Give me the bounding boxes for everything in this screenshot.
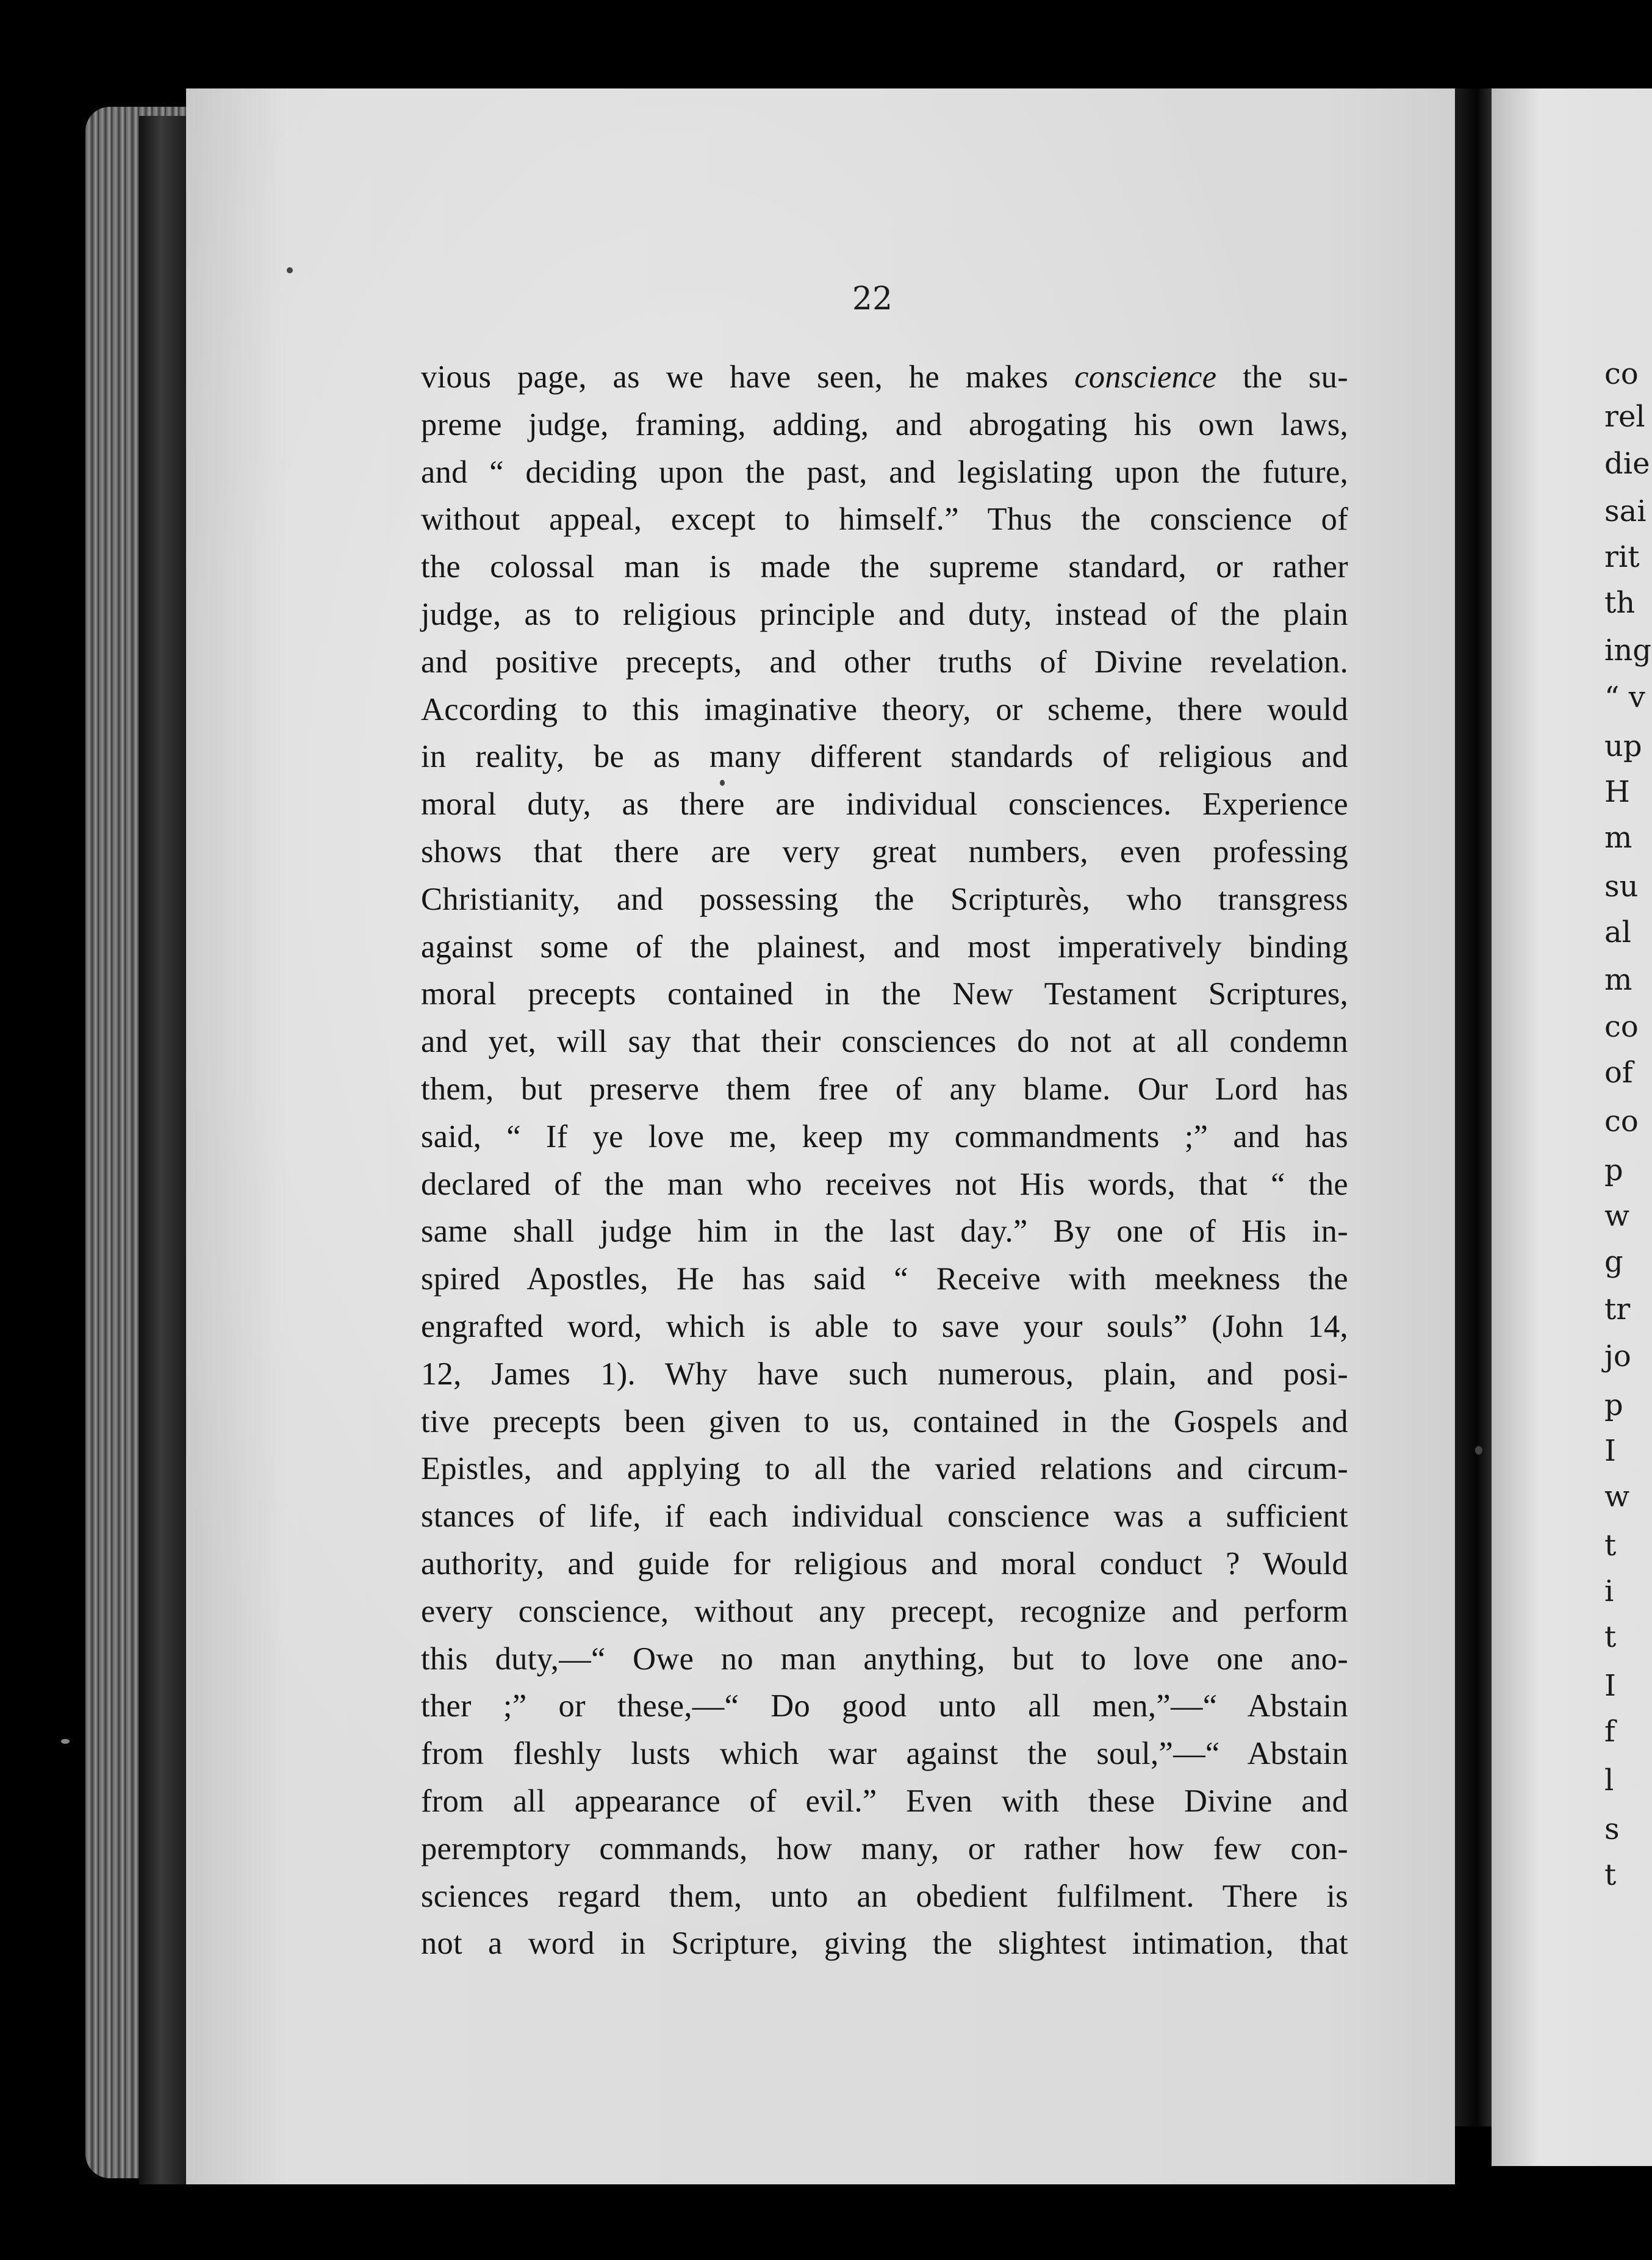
facing-page-fragment: I: [1604, 1669, 1616, 1703]
facing-page: [1492, 88, 1652, 2166]
facing-page-fragment: m: [1604, 821, 1632, 855]
page-body-text: [421, 354, 1348, 1968]
text-line: and positive precepts, and other truths of Divine revelation.: [421, 644, 1348, 680]
text-line: 12, James 1). Why have such numerous, plain, and posi-: [421, 1356, 1348, 1392]
facing-page-fragment: m: [1604, 963, 1632, 997]
text-line: the colossal man is made the supreme standard, or rather: [421, 549, 1348, 585]
book-gutter: [1455, 88, 1492, 2126]
text-line: and “ deciding upon the past, and legislating upon the future,: [421, 454, 1348, 490]
text-line: moral duty, as there are individual consciences. Experience: [421, 786, 1348, 822]
facing-page-fragment: su: [1604, 869, 1639, 904]
text-line-start: vious page, as we have seen, he makes: [421, 359, 1049, 395]
facing-page-fragment: jo: [1604, 1339, 1631, 1373]
facing-page-fragment: die: [1604, 447, 1650, 481]
text-line: declared of the man who receives not His words, that “ the: [421, 1166, 1348, 1202]
facing-page-fragment: up: [1604, 729, 1642, 763]
text-line: peremptory commands, how many, or rather how few con-: [421, 1830, 1348, 1866]
facing-page-fragment: t: [1604, 1528, 1617, 1563]
facing-page-fragment: i: [1604, 1574, 1614, 1608]
facing-page-fragment: sai: [1604, 494, 1647, 528]
text-line: against some of the plainest, and most imperatively binding: [421, 929, 1348, 965]
facing-page-fragment: I: [1604, 1434, 1616, 1468]
emphasized-word: conscience: [1074, 359, 1217, 395]
facing-page-fragment: g: [1604, 1245, 1623, 1279]
facing-page-fragment: “ v: [1604, 680, 1645, 714]
text-line: moral precepts contained in the New Testament Scriptures,: [421, 976, 1348, 1012]
facing-page-fragment: t: [1604, 1620, 1617, 1654]
text-line: Christianity, and possessing the Scripturès, who transgress: [421, 881, 1348, 917]
text-line: not a word in Scripture, giving the slightest intimation, that: [421, 1926, 1348, 1962]
text-line: Epistles, and applying to all the varied relations and circum-: [421, 1451, 1348, 1487]
paper-speck: [720, 780, 725, 786]
text-line: tive precepts been given to us, contained in the Gospels and: [421, 1403, 1348, 1439]
paper-speck: [1475, 1446, 1482, 1455]
facing-page-fragment: rel: [1604, 400, 1645, 434]
facing-page-fragment: tr: [1604, 1292, 1631, 1326]
text-line: them, but preserve them free of any blame. Our Lord has: [421, 1071, 1348, 1107]
text-line: from all appearance of evil.” Even with these Divine and: [421, 1783, 1348, 1819]
text-line: spired Apostles, He has said “ Receive with meekness the: [421, 1261, 1348, 1297]
text-line: engrafted word, which is able to save your souls” (John 14,: [421, 1308, 1348, 1344]
facing-page-fragment: w: [1604, 1480, 1630, 1514]
text-line: every conscience, without any precept, recognize and perform: [421, 1593, 1348, 1629]
facing-page-fragment: co: [1604, 1104, 1639, 1139]
text-line: According to this imaginative theory, or scheme, there would: [421, 691, 1348, 727]
paper-speck: [287, 267, 293, 273]
facing-page-fragment: t: [1604, 1858, 1617, 1892]
text-line: from fleshly lusts which war against the soul,”—“ Abstain: [421, 1736, 1348, 1772]
facing-page-fragment: rit: [1604, 540, 1640, 574]
text-line: stances of life, if each individual conscience was a sufficient: [421, 1499, 1348, 1535]
text-line: [421, 354, 1348, 401]
text-line: preme judge, framing, adding, and abrogating his own laws,: [421, 406, 1348, 442]
text-line: in reality, be as many different standards of religious and: [421, 739, 1348, 775]
facing-page-fragment: p: [1604, 1388, 1623, 1422]
page-number: 22: [852, 281, 893, 317]
facing-page-fragment: al: [1604, 915, 1631, 949]
facing-page-fragment: co: [1604, 357, 1639, 391]
facing-page-fragment: p: [1604, 1153, 1623, 1187]
facing-page-fragment: H: [1604, 775, 1630, 809]
text-line: this duty,—“ Owe no man anything, but to love one ano-: [421, 1641, 1348, 1677]
text-line: and yet, will say that their consciences do not at all condemn: [421, 1024, 1348, 1060]
facing-page-fragment: s: [1604, 1812, 1620, 1846]
facing-page-fragment: co: [1604, 1010, 1639, 1044]
text-line: shows that there are very great numbers, even professing: [421, 833, 1348, 869]
text-line: sciences regard them, unto an obedient fulfilment. There is: [421, 1878, 1348, 1914]
facing-page-fragment: w: [1604, 1199, 1630, 1233]
paper-speck: [61, 1739, 70, 1744]
text-line: said, “ If ye love me, keep my commandments ;” and has: [421, 1118, 1348, 1154]
text-line: ther ;” or these,—“ Do good unto all men,”—“ Abstain: [421, 1688, 1348, 1724]
text-line: without appeal, except to himself.” Thus the conscience of: [421, 502, 1348, 538]
facing-page-fragment: ing: [1604, 633, 1651, 668]
text-line: judge, as to religious principle and duty, instead of the plain: [421, 596, 1348, 632]
text-line: authority, and guide for religious and moral conduct ? Would: [421, 1546, 1348, 1582]
facing-page-fragment: l: [1604, 1763, 1614, 1798]
facing-page-fragment: th: [1604, 586, 1636, 620]
binding-shadow: [139, 116, 188, 2184]
facing-page-fragment: f: [1604, 1715, 1615, 1749]
text-line: same shall judge him in the last day.” By one of His in-: [421, 1214, 1348, 1250]
text-line-end: the su-: [1243, 359, 1348, 395]
facing-page-fragment: of: [1604, 1056, 1633, 1090]
